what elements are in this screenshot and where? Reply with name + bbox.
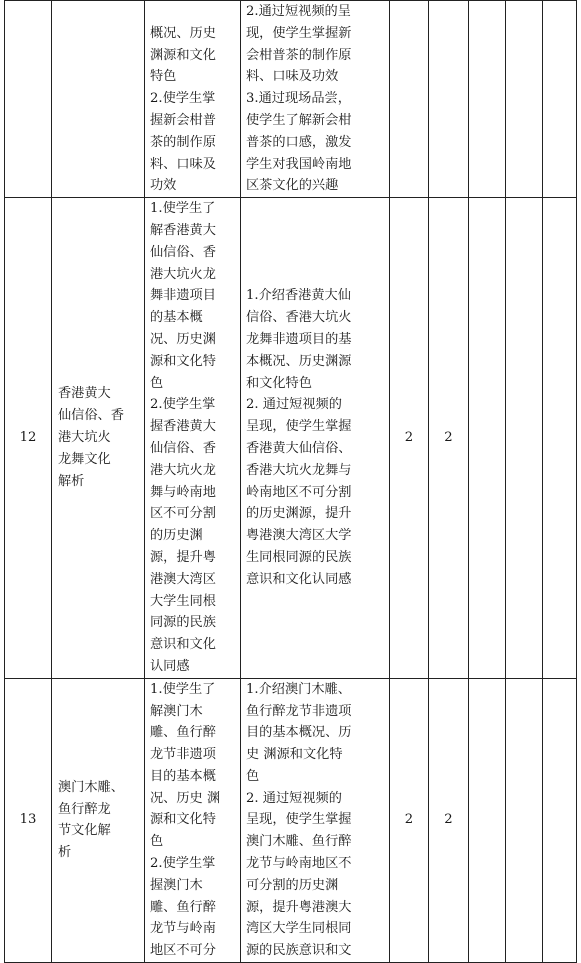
hours-cell — [429, 1, 469, 198]
empty-cell — [543, 678, 577, 962]
content-cell — [241, 678, 390, 962]
empty-cell — [506, 198, 543, 679]
content-cell — [241, 1, 390, 198]
row-index-cell: 12 — [5, 198, 52, 679]
empty-cell — [469, 198, 506, 679]
hours-cell: 2 — [390, 678, 429, 962]
curriculum-table — [4, 0, 577, 963]
empty-cell — [543, 198, 577, 679]
hours-cell: 2 — [390, 198, 429, 679]
empty-cell — [469, 678, 506, 962]
content-text: 2.通过短视频的呈 现，使学生掌握新 会柑普茶的制作原 料、口味及功效 3.通过现场品尝， 使学生了解新会柑 普茶的口感，激发 学生对我国岭南地 区茶文化的兴趣 — [246, 4, 352, 194]
hours-cell: 2 — [429, 198, 469, 679]
hours-cell: 2 — [429, 678, 469, 962]
content-cell — [241, 198, 390, 679]
objectives-text: 概况、历史 渊源和文化 特色 2.使学生掌 握新会柑普 茶的制作原 料、口味及 功效 — [150, 25, 216, 194]
objectives-cell — [145, 198, 241, 679]
table-row — [5, 678, 577, 962]
row-index-cell — [5, 1, 52, 198]
objectives-cell — [145, 678, 241, 962]
course-name-cell: 香港黄大 仙信俗、香 港大坑火 龙舞文化 解析 — [52, 198, 145, 679]
empty-cell — [506, 1, 543, 198]
empty-cell — [506, 678, 543, 962]
table-row — [5, 1, 577, 198]
course-name-cell: 澳门木雕、 鱼行醉龙 节文化解 析 — [52, 678, 145, 962]
table-row — [5, 198, 577, 679]
course-name-cell — [52, 1, 145, 198]
row-index-cell: 13 — [5, 678, 52, 962]
content-text: 1.介绍香港黄大仙 信俗、香港大坑火 龙舞非遗项目的基 本概况、历史渊源 和文化特色 2. 通过短视频的 呈现，使学生掌握 香港黄大仙信俗、 香港大坑火龙舞与 岭南地区不可分割 的历史渊源，提升 粤港澳大湾区大学 生同根同源的民族 意识和文化认同感 — [246, 288, 352, 587]
objectives-cell — [145, 1, 241, 198]
objectives-text: 1.使学生了 解澳门木 雕、鱼行醉 龙节非遗项 目的基本概 况、历史 渊 源和文化特 色 2.使学生掌 握澳门木 雕、鱼行醉 龙节与岭南 地区不可分 — [150, 681, 221, 959]
empty-cell — [469, 1, 506, 198]
objectives-text: 1.使学生了 解香港黄大 仙信俗、香 港大坑火龙 舞非遗项目 的基本概 况、历史渊 源和文化特 色 2.使学生掌 握香港黄大 仙信俗、香 港大坑火龙 舞与岭南地 区不可分割 的历史渊 源，提升粤 港澳大湾区 大学生同根 同源的民族 意识和文化 认同感 — [150, 201, 216, 674]
empty-cell — [543, 1, 577, 198]
hours-cell — [390, 1, 429, 198]
content-text: 1.介绍澳门木雕、 鱼行醉龙节非遗项 目的基本概况、历 史 渊源和文化特 色 2. 通过短视频的 呈现，使学生掌握 澳门木雕、鱼行醉 龙节与岭南地区不 可分割的历史渊 源，提升粤港澳大 湾区大学生同根同 源的民族意识和文 — [246, 681, 352, 959]
